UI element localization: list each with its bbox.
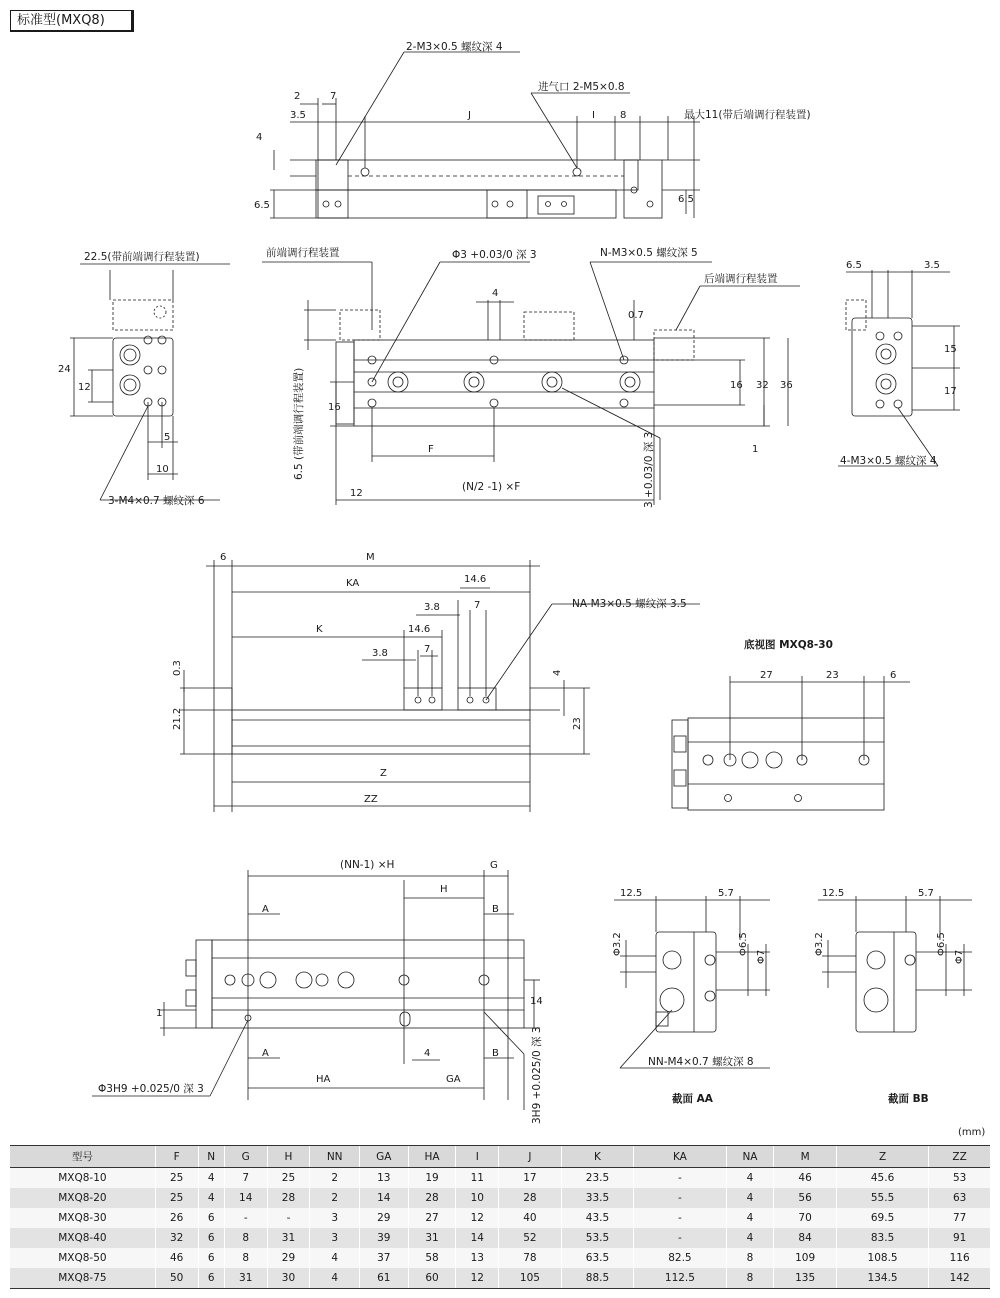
dim-16-left: 16 (328, 402, 341, 413)
right-end-view (838, 270, 960, 466)
table-cell: 4 (198, 1168, 224, 1189)
table-row (10, 1188, 990, 1208)
callout-side-thread-right: 4-M3×0.5 螺纹深 4 (840, 455, 937, 467)
dim-32: 32 (756, 380, 769, 391)
callout-top-thread: 2-M3×0.5 螺纹深 4 (406, 41, 503, 53)
callout-front-adj-width: 22.5(带前端调行程装置) (84, 251, 200, 263)
dim-4-long: 4 (552, 669, 563, 676)
table-header-cell: H (267, 1146, 310, 1168)
table-cell: 2 (310, 1188, 360, 1208)
dim-4-lower: 4 (424, 1048, 431, 1059)
formula-nnh: (NN-1) ×H (340, 859, 395, 871)
table-cell: 56 (774, 1188, 837, 1208)
dim-phi6-5-aa: Φ6.5 (738, 932, 749, 956)
label-a-top: A (262, 904, 269, 915)
dim-8: 8 (620, 110, 627, 121)
dim-3-5-rend: 3.5 (924, 260, 940, 271)
table-cell: - (224, 1208, 267, 1228)
table-header-cell: G (224, 1146, 267, 1168)
dim-3-8-a: 3.8 (424, 602, 440, 613)
table-row (10, 1268, 990, 1289)
dim-0-3: 0.3 (172, 660, 183, 676)
table-header-cell: KA (634, 1146, 726, 1168)
table-cell: 4 (726, 1208, 774, 1228)
label-bottom-view: 底视图 MXQ8-30 (744, 639, 833, 651)
dim-2: 2 (294, 91, 301, 102)
table-cell: 14 (360, 1188, 409, 1208)
table-header-cell: I (456, 1146, 499, 1168)
callout-phi3h9: Φ3H9 +0.025/0 深 3 (98, 1083, 204, 1095)
table-cell: - (634, 1188, 726, 1208)
table-header-cell: NA (726, 1146, 774, 1168)
table-cell: 10 (456, 1188, 499, 1208)
dim-27: 27 (760, 670, 773, 681)
dim-12-5-aa: 12.5 (620, 888, 643, 899)
dim-0-7: 0.7 (628, 310, 644, 321)
dim-17: 17 (944, 386, 957, 397)
table-cell: 43.5 (561, 1208, 634, 1228)
dim-4-plan: 4 (492, 288, 499, 299)
table-cell: 8 (726, 1268, 774, 1289)
table-cell: 12 (456, 1208, 499, 1228)
dim-1-plan: 1 (752, 444, 759, 455)
dim-m: M (366, 552, 375, 563)
dim-7: 7 (330, 91, 337, 102)
table-header-cell: N (198, 1146, 224, 1168)
table-cell: 40 (499, 1208, 562, 1228)
table-header-cell: NN (310, 1146, 360, 1168)
dim-6-5-rend: 6.5 (846, 260, 862, 271)
table-cell: 6 (198, 1248, 224, 1268)
dim-5: 5 (164, 432, 171, 443)
table-cell: 37 (360, 1248, 409, 1268)
plan-view (262, 262, 800, 505)
label-section-bb: 截面 BB (888, 1093, 929, 1105)
table-cell: - (634, 1228, 726, 1248)
dim-14: 14 (530, 996, 543, 1007)
table-cell: 70 (774, 1208, 837, 1228)
dim-7-b: 7 (424, 644, 431, 655)
callout-h9-depth: 3H9 +0.025/0 深 3 (531, 1026, 543, 1124)
callout-na-thread: NA-M3×0.5 螺纹深 3.5 (572, 598, 687, 610)
dim-4-top: 4 (256, 132, 263, 143)
table-cell: MXQ8-30 (10, 1208, 155, 1228)
callout-slot-depth: 3 +0.03/0 深 3 (643, 431, 655, 508)
table-cell: 19 (408, 1168, 456, 1189)
dim-14-6-b: 14.6 (408, 624, 431, 635)
table-cell: 3 (310, 1228, 360, 1248)
dim-6-5-left: 6.5 (254, 200, 270, 211)
table-row (10, 1248, 990, 1268)
table-cell: 142 (929, 1268, 990, 1289)
top-view (270, 52, 700, 218)
table-cell: 28 (499, 1188, 562, 1208)
callout-n-thread: N-M3×0.5 螺纹深 5 (600, 247, 698, 259)
table-cell: 6 (198, 1228, 224, 1248)
unit-label: (mm) (958, 1127, 986, 1138)
table-cell: 50 (155, 1268, 198, 1289)
table-cell: 91 (929, 1228, 990, 1248)
dim-phi3-2-bb: Φ3.2 (814, 932, 825, 956)
table-cell: 31 (408, 1228, 456, 1248)
table-cell: 58 (408, 1248, 456, 1268)
table-cell: 39 (360, 1228, 409, 1248)
table-cell: 12 (456, 1268, 499, 1289)
table-cell: 2 (310, 1168, 360, 1189)
table-cell: 3 (310, 1208, 360, 1228)
dim-j: J (468, 110, 471, 121)
table-cell: 8 (726, 1248, 774, 1268)
table-header-cell: F (155, 1146, 198, 1168)
label-a-bottom: A (262, 1048, 269, 1059)
callout-air-inlet: 进气口 2-M5×0.8 (538, 81, 625, 93)
table-cell: 8 (224, 1228, 267, 1248)
table-cell: 7 (224, 1168, 267, 1189)
table-cell: 6 (198, 1268, 224, 1289)
dim-ka: KA (346, 578, 360, 589)
dim-5-7-bb: 5.7 (918, 888, 934, 899)
table-cell: - (267, 1208, 310, 1228)
table-cell: 6 (198, 1208, 224, 1228)
table-cell: 134.5 (836, 1268, 928, 1289)
table-cell: 4 (726, 1188, 774, 1208)
table-row (10, 1208, 990, 1228)
dim-5-7-aa: 5.7 (718, 888, 734, 899)
callout-front-adj-height: 6.5 (带前端调行程装置) (293, 367, 305, 480)
table-cell: MXQ8-40 (10, 1228, 155, 1248)
table-cell: 13 (456, 1248, 499, 1268)
dim-phi6-5-bb: Φ6.5 (936, 932, 947, 956)
dim-k: K (316, 624, 323, 635)
table-cell: 4 (726, 1168, 774, 1189)
table-cell: 27 (408, 1208, 456, 1228)
table-cell: 28 (408, 1188, 456, 1208)
formula-nf: (N/2 -1) ×F (462, 481, 521, 493)
table-cell: 53 (929, 1168, 990, 1189)
table-cell: 52 (499, 1228, 562, 1248)
table-cell: 11 (456, 1168, 499, 1189)
table-cell: 31 (224, 1268, 267, 1289)
table-cell: 14 (456, 1228, 499, 1248)
dim-23-bottom: 23 (826, 670, 839, 681)
table-cell: 116 (929, 1248, 990, 1268)
dim-phi7-aa: Φ7 (756, 949, 767, 964)
table-row (10, 1228, 990, 1248)
table-body (10, 1168, 990, 1289)
dim-24: 24 (58, 364, 71, 375)
dim-16-right: 16 (730, 380, 743, 391)
bottom-view (672, 676, 910, 810)
table-cell: - (634, 1208, 726, 1228)
table-header-cell: ZZ (929, 1146, 990, 1168)
callout-rear-adjuster: 后端调行程装置 (704, 273, 778, 285)
table-row (10, 1168, 990, 1189)
table-cell: 23.5 (561, 1168, 634, 1189)
table-cell: 83.5 (836, 1228, 928, 1248)
dim-23-long: 23 (572, 717, 583, 730)
callout-nn-thread: NN-M4×0.7 螺纹深 8 (648, 1056, 754, 1068)
dim-h: H (440, 884, 448, 895)
table-cell: 33.5 (561, 1188, 634, 1208)
table-cell: MXQ8-20 (10, 1188, 155, 1208)
table-cell: 69.5 (836, 1208, 928, 1228)
table-cell: 108.5 (836, 1248, 928, 1268)
table-cell: 63.5 (561, 1248, 634, 1268)
table-cell: 25 (155, 1168, 198, 1189)
table-cell: 63 (929, 1188, 990, 1208)
table-cell: 29 (360, 1208, 409, 1228)
table-cell: 55.5 (836, 1188, 928, 1208)
table-cell: 30 (267, 1268, 310, 1289)
dim-g: G (490, 860, 498, 871)
table-header-cell: Z (836, 1146, 928, 1168)
table-cell: 77 (929, 1208, 990, 1228)
dim-12-left: 12 (78, 382, 91, 393)
section-aa (614, 896, 770, 1068)
table-cell: MXQ8-50 (10, 1248, 155, 1268)
table-cell: 109 (774, 1248, 837, 1268)
table-cell: 82.5 (634, 1248, 726, 1268)
dim-36: 36 (780, 380, 793, 391)
table-cell: 60 (408, 1268, 456, 1289)
table-cell: 112.5 (634, 1268, 726, 1289)
page-title: 标准型(MXQ8) (10, 10, 134, 32)
dim-7-a: 7 (474, 600, 481, 611)
dim-zz: ZZ (364, 794, 378, 805)
table-cell: 45.6 (836, 1168, 928, 1189)
dim-15: 15 (944, 344, 957, 355)
table-cell: 26 (155, 1208, 198, 1228)
label-b-bottom: B (492, 1048, 499, 1059)
table-cell: 84 (774, 1228, 837, 1248)
table-cell: 61 (360, 1268, 409, 1289)
table-cell: 88.5 (561, 1268, 634, 1289)
table-cell: 17 (499, 1168, 562, 1189)
table-cell: 25 (155, 1188, 198, 1208)
table-cell: 8 (224, 1248, 267, 1268)
callout-front-adjuster: 前端调行程装置 (266, 247, 340, 259)
table-cell: - (634, 1168, 726, 1189)
dim-ha: HA (316, 1074, 331, 1085)
dim-14-6-a: 14.6 (464, 574, 487, 585)
callout-max-rear: 最大11(带后端调行程装置) (684, 109, 811, 121)
table-header-cell: 型号 (10, 1146, 155, 1168)
table-cell: 25 (267, 1168, 310, 1189)
dim-1-lower: 1 (156, 1008, 163, 1019)
table-cell: 4 (310, 1248, 360, 1268)
table-cell: 29 (267, 1248, 310, 1268)
dim-12-5-bb: 12.5 (822, 888, 845, 899)
table-header-cell: GA (360, 1146, 409, 1168)
table-cell: 28 (267, 1188, 310, 1208)
dim-10: 10 (156, 464, 169, 475)
dim-3-5: 3.5 (290, 110, 306, 121)
dim-f: F (428, 444, 434, 455)
table-cell: 46 (774, 1168, 837, 1189)
table-cell: 4 (198, 1188, 224, 1208)
table-header-cell: HA (408, 1146, 456, 1168)
left-end-view (70, 264, 230, 500)
table-cell: 4 (726, 1228, 774, 1248)
dim-ga: GA (446, 1074, 461, 1085)
dim-21-2: 21.2 (172, 707, 183, 730)
dim-z: Z (380, 768, 387, 779)
dim-6-long: 6 (220, 552, 227, 563)
section-bb (818, 896, 972, 1032)
table-cell: 46 (155, 1248, 198, 1268)
table-cell: MXQ8-10 (10, 1168, 155, 1189)
dim-i: I (592, 110, 595, 121)
dim-12-plan: 12 (350, 488, 363, 499)
label-b-top: B (492, 904, 499, 915)
callout-side-thread-left: 3-M4×0.7 螺纹深 6 (108, 495, 205, 507)
callout-pin-hole: Φ3 +0.03/0 深 3 (452, 249, 537, 261)
table-cell: MXQ8-75 (10, 1268, 155, 1289)
dim-phi3-2-aa: Φ3.2 (612, 932, 623, 956)
table-cell: 135 (774, 1268, 837, 1289)
table-header-row (10, 1146, 990, 1168)
table-cell: 105 (499, 1268, 562, 1289)
dim-phi7-bb: Φ7 (954, 949, 965, 964)
table-cell: 14 (224, 1188, 267, 1208)
table-header-cell: K (561, 1146, 634, 1168)
table-cell: 13 (360, 1168, 409, 1189)
label-section-aa: 截面 AA (672, 1093, 713, 1105)
dim-6-bottom: 6 (890, 670, 897, 681)
table-header-cell: M (774, 1146, 837, 1168)
table-cell: 78 (499, 1248, 562, 1268)
table-cell: 53.5 (561, 1228, 634, 1248)
dim-6-5-right: 6.5 (678, 194, 694, 205)
table-header-cell: J (499, 1146, 562, 1168)
table-cell: 4 (310, 1268, 360, 1289)
table-cell: 31 (267, 1228, 310, 1248)
spec-table (10, 1145, 990, 1289)
table-cell: 32 (155, 1228, 198, 1248)
dim-3-8-b: 3.8 (372, 648, 388, 659)
